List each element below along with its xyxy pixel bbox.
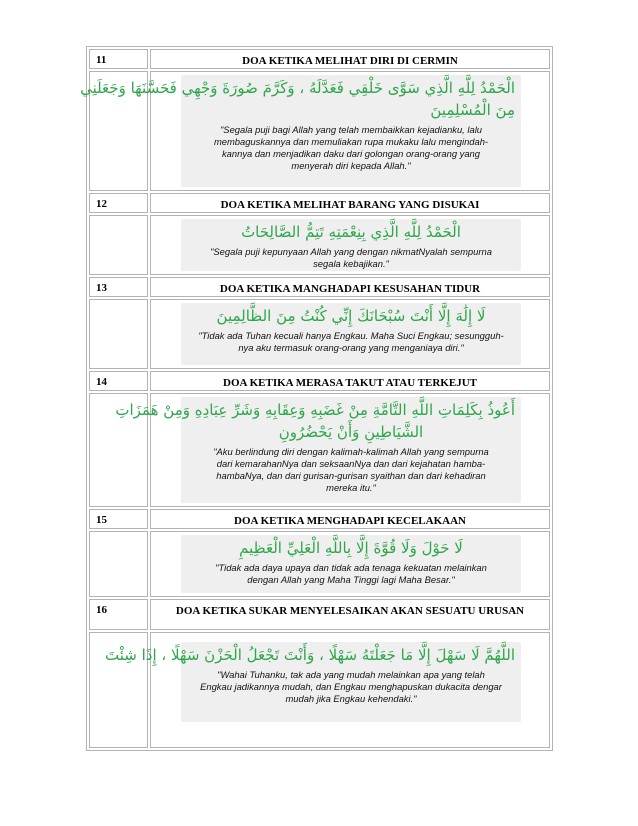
arabic-text: الشَّيَاطِينِ وَأَنْ يَحْضُرُونِ xyxy=(278,423,424,441)
table-row xyxy=(89,531,550,597)
content-cell xyxy=(150,299,550,369)
row-number: 15 xyxy=(89,509,148,529)
row-number: 13 xyxy=(89,277,148,297)
translation-line: kannya dan menjadikan daku dari golongan orang-orang yang xyxy=(221,148,480,159)
translation-line: "Aku berlindung diri dengan kalimah-kalimah Allah yang sempurna xyxy=(213,446,489,457)
content-cell xyxy=(80,71,550,191)
translation-text xyxy=(213,446,489,494)
row-title: DOA KETIKA MERASA TAKUT ATAU TERKEJUT xyxy=(150,371,550,391)
arabic-text: لَا إِلَٰهَ إِلَّا أَنْتَ سُبْحَانَكَ إِنِّي كُنْتُ مِنَ الظَّالِمِينَ xyxy=(216,307,486,325)
prayer-image xyxy=(181,303,521,365)
translation-line: nya aku termasuk orang-orang yang menganiaya diri." xyxy=(238,342,464,353)
arabic-text: أَعُوذُ بِكَلِمَاتِ اللَّهِ التَّامَّةِ مِنْ غَضَبِهِ وَعِقَابِهِ وَشَرِّ عِبَادِهِ وَمِنْ هَمَزَاتِ xyxy=(115,401,515,419)
translation-line: dengan Allah yang Maha Tinggi lagi Maha Besar." xyxy=(247,574,455,585)
row-number: 16 xyxy=(89,599,148,630)
table-row xyxy=(89,599,550,630)
blank-cell xyxy=(89,299,148,369)
row-number: 12 xyxy=(89,193,148,213)
row-title: DOA KETIKA MENGHADAPI KECELAKAAN xyxy=(150,509,550,529)
arabic-text: الْحَمْدُ لِلَّهِ الَّذِي بِنِعْمَتِهِ تَتِمُّ الصَّالِحَاتُ xyxy=(241,223,461,241)
prayer-image xyxy=(181,535,521,593)
translation-text xyxy=(198,330,503,354)
content-cell xyxy=(115,393,550,507)
translation-line: menyerah diri kepada Allah." xyxy=(291,160,411,171)
row-title: DOA KETIKA MELIHAT DIRI DI CERMIN xyxy=(150,49,550,69)
blank-cell xyxy=(89,215,148,275)
table-row xyxy=(89,49,550,69)
translation-text xyxy=(215,562,487,586)
arabic-text: مِنَ الْمُسْلِمِينَ xyxy=(430,101,515,119)
translation-line: "Tidak ada daya upaya dan tidak ada tenaga kekuatan melainkan xyxy=(215,562,487,573)
translation-line: "Wahai Tuhanku, tak ada yang mudah melainkan apa yang telah xyxy=(217,669,485,680)
table-row xyxy=(89,71,550,191)
table-row xyxy=(89,393,550,507)
translation-line: dari kemarahanNya dan seksaanNya dan dari kejahatan hamba- xyxy=(216,458,486,469)
table-row xyxy=(89,193,550,213)
prayer-image xyxy=(105,642,521,722)
table-row xyxy=(89,509,550,529)
arabic-text: اللَّهُمَّ لَا سَهْلَ إِلَّا مَا جَعَلْتَهُ سَهْلًا ، وَأَنْتَ تَجْعَلُ الْحَزْنَ سَهْلًا ، إِذَا شِئْتَ xyxy=(105,646,515,664)
row-title: DOA KETIKA MANGHADAPI KESUSAHAN TIDUR xyxy=(150,277,550,297)
table-row xyxy=(89,277,550,297)
content-cell xyxy=(105,632,550,748)
translation-text xyxy=(200,669,502,705)
row-number: 11 xyxy=(89,49,148,69)
translation-line: segala kebajikan." xyxy=(313,258,389,269)
prayer-image xyxy=(115,397,521,503)
arabic-text: الْحَمْدُ لِلَّهِ الَّذِي سَوَّى خَلْقِي فَعَدَّلَهُ ، وَكَرَّمَ صُورَةَ وَجْهِي فَحَسَّنَهَا وَجَعَلَنِي xyxy=(80,79,515,97)
blank-cell xyxy=(89,531,148,597)
content-cell xyxy=(150,215,550,275)
content-cell xyxy=(150,531,550,597)
translation-line: "Segala puji bagi Allah yang telah membaikkan kejadianku, lalu xyxy=(219,124,482,135)
doa-table xyxy=(80,46,553,751)
translation-line: "Tidak ada Tuhan kecuali hanya Engkau. Maha Suci Engkau; sesungguh- xyxy=(198,330,504,341)
table-row xyxy=(89,299,550,369)
translation-line: membaguskannya dan memuliakan rupa mukaku lalu mengindah- xyxy=(213,136,489,147)
translation-line: mereka itu." xyxy=(326,482,376,493)
table-row xyxy=(89,632,550,748)
translation-text xyxy=(210,246,492,270)
translation-line: mudah jika Engkau kehendaki." xyxy=(285,693,417,704)
row-title: DOA KETIKA SUKAR MENYELESAIKAN AKAN SESUATU URUSAN xyxy=(150,599,550,630)
table-row xyxy=(89,371,550,391)
row-number: 14 xyxy=(89,371,148,391)
prayer-image xyxy=(181,219,521,271)
arabic-text: لَا حَوْلَ وَلَا قُوَّةَ إِلَّا بِاللَّهِ الْعَلِيِّ الْعَظِيمِ xyxy=(239,539,463,557)
translation-line: Engkau jadikannya mudah, dan Engkau menghapuskan dukacita dengar xyxy=(200,681,502,692)
translation-line: "Segala puji kepunyaan Allah yang dengan nikmatNyalah sempurna xyxy=(210,246,492,257)
table-row xyxy=(89,215,550,275)
prayer-image xyxy=(80,75,521,187)
translation-text xyxy=(214,124,488,172)
row-title: DOA KETIKA MELIHAT BARANG YANG DISUKAI xyxy=(150,193,550,213)
translation-line: hambaNya, dan dari gurisan-gurisan syaithan dan dari kehadiran xyxy=(216,470,486,481)
